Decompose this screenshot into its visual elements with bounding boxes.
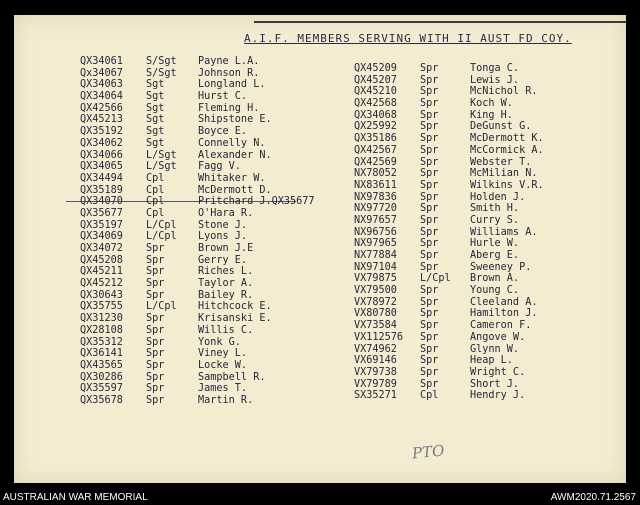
service-number: QX25992 bbox=[354, 121, 397, 133]
service-number: VX74962 bbox=[354, 343, 397, 355]
member-name: McMilian N. bbox=[470, 168, 538, 180]
roster-row bbox=[354, 227, 544, 239]
roster-row bbox=[80, 138, 315, 150]
service-number: QX28108 bbox=[80, 324, 123, 336]
roster-row bbox=[80, 278, 315, 290]
service-number: VX79500 bbox=[354, 285, 397, 297]
rank: S/Sgt bbox=[146, 67, 177, 79]
rank: L/Cpl bbox=[146, 231, 177, 243]
member-name: Hendry J. bbox=[470, 390, 526, 402]
service-number: NX78052 bbox=[354, 168, 397, 180]
roster-row bbox=[354, 390, 544, 402]
member-name: Fagg V. bbox=[198, 161, 241, 173]
roster-row bbox=[80, 91, 315, 103]
service-number: QX36141 bbox=[80, 348, 123, 360]
service-number: QX35597 bbox=[80, 383, 123, 395]
member-name: James T. bbox=[198, 383, 248, 395]
roster-row bbox=[354, 192, 544, 204]
rank: Spr bbox=[420, 214, 439, 226]
service-number: QX31230 bbox=[80, 313, 123, 325]
rank: Spr bbox=[420, 74, 439, 86]
member-name: Connelly N. bbox=[198, 137, 266, 149]
service-number: NX77884 bbox=[354, 250, 397, 261]
service-number: NX97836 bbox=[354, 191, 397, 203]
member-name: Angove W. bbox=[470, 331, 526, 343]
roster-row bbox=[80, 196, 315, 208]
rank: Spr bbox=[420, 98, 439, 110]
roster-row bbox=[354, 238, 544, 250]
member-name: King H. bbox=[470, 109, 513, 121]
roster-row bbox=[354, 332, 544, 344]
service-number: NX97965 bbox=[354, 238, 397, 250]
rank: Sgt bbox=[146, 102, 165, 114]
roster-row bbox=[354, 133, 544, 145]
roster-row bbox=[80, 68, 315, 80]
member-name: Sweeney P. bbox=[470, 261, 532, 273]
rank: Spr bbox=[146, 324, 165, 336]
rank: Spr bbox=[146, 278, 165, 290]
service-number: QX42567 bbox=[354, 144, 397, 156]
roster-row bbox=[354, 75, 544, 87]
roster-row bbox=[354, 180, 544, 192]
roster-row bbox=[80, 266, 315, 278]
member-name: McCormick A. bbox=[470, 144, 544, 156]
service-number: QX43565 bbox=[80, 359, 123, 371]
rank: Spr bbox=[420, 144, 439, 156]
roster-row bbox=[354, 86, 544, 98]
member-name: Glynn W. bbox=[470, 343, 520, 355]
left-roster-column bbox=[80, 56, 315, 407]
rank: Spr bbox=[420, 121, 439, 133]
member-name: Johnson R. bbox=[198, 67, 260, 79]
roster-row bbox=[80, 103, 315, 115]
service-number: Qx34067 bbox=[80, 67, 123, 79]
rank: Spr bbox=[420, 378, 439, 390]
roster-row bbox=[80, 325, 315, 337]
member-name: Cameron F. bbox=[470, 320, 532, 332]
rank: Spr bbox=[420, 156, 439, 168]
roster-row bbox=[354, 203, 544, 215]
member-name: Whitaker W. bbox=[198, 172, 266, 184]
roster-row bbox=[80, 220, 315, 232]
service-number: NX97657 bbox=[354, 214, 397, 226]
member-name: Hamilton J. bbox=[470, 308, 538, 320]
rank: Spr bbox=[420, 320, 439, 332]
rank: Spr bbox=[146, 359, 165, 371]
rank: Sgt bbox=[146, 137, 165, 149]
document-page bbox=[14, 15, 626, 483]
roster-row bbox=[354, 297, 544, 309]
service-number: QX45207 bbox=[354, 74, 397, 86]
rank: Spr bbox=[420, 203, 439, 215]
service-number: VX79738 bbox=[354, 366, 397, 378]
service-number: QX45212 bbox=[80, 278, 123, 290]
service-number: SX35271 bbox=[354, 390, 397, 402]
service-number: NX96756 bbox=[354, 226, 397, 238]
member-name: McDermott D. bbox=[198, 184, 272, 196]
roster-row bbox=[354, 262, 544, 274]
roster-row bbox=[80, 114, 315, 126]
rank: Spr bbox=[420, 355, 439, 367]
member-name: Stone J. bbox=[198, 219, 248, 231]
service-number: QX35312 bbox=[80, 336, 123, 348]
rank: Spr bbox=[146, 313, 165, 325]
rank: Spr bbox=[146, 336, 165, 348]
rank: Spr bbox=[420, 250, 439, 261]
service-number: QX45209 bbox=[354, 63, 397, 74]
roster-row bbox=[80, 348, 315, 360]
right-roster-column bbox=[354, 63, 544, 402]
rank: Sgt bbox=[146, 91, 165, 103]
rank: Spr bbox=[146, 371, 165, 383]
roster-row bbox=[354, 273, 544, 285]
footer-bar bbox=[0, 491, 640, 505]
service-number: QX34062 bbox=[80, 137, 123, 149]
rank: Sgt bbox=[146, 79, 165, 91]
rank: Spr bbox=[420, 331, 439, 343]
member-name: McDermott K. bbox=[470, 133, 544, 145]
service-number: QX30286 bbox=[80, 371, 123, 383]
service-number: VX79875 bbox=[354, 273, 397, 285]
roster-row bbox=[80, 126, 315, 138]
rank: Spr bbox=[146, 243, 165, 254]
member-name: Riches L. bbox=[198, 266, 254, 278]
rank: Spr bbox=[420, 179, 439, 191]
roster-row bbox=[80, 290, 315, 302]
service-number: QX34068 bbox=[354, 109, 397, 121]
roster-row bbox=[354, 355, 544, 367]
service-number: QX42569 bbox=[354, 156, 397, 168]
service-number: QX34072 bbox=[80, 243, 123, 254]
member-name: DeGunst G. bbox=[470, 121, 532, 133]
service-number: QX35189 bbox=[80, 184, 123, 196]
roster-row bbox=[80, 56, 315, 68]
service-number: QX34064 bbox=[80, 91, 123, 103]
rank: Spr bbox=[420, 133, 439, 145]
rank: Spr bbox=[420, 86, 439, 98]
top-rule bbox=[254, 21, 626, 23]
rank: Spr bbox=[146, 383, 165, 395]
member-name: Koch W. bbox=[470, 98, 513, 110]
rank: Cpl bbox=[146, 172, 165, 184]
rank: Spr bbox=[420, 191, 439, 203]
member-name: Bailey R. bbox=[198, 289, 254, 301]
rank: Sgt bbox=[146, 126, 165, 138]
roster-row bbox=[354, 250, 544, 262]
rank: Cpl bbox=[146, 184, 165, 196]
service-number: QX35186 bbox=[354, 133, 397, 145]
member-name: Alexander N. bbox=[198, 149, 272, 161]
member-name: Pritchard J.QX35677 bbox=[198, 196, 315, 208]
rank: Spr bbox=[420, 343, 439, 355]
service-number: QX34066 bbox=[80, 149, 123, 161]
rank: Spr bbox=[420, 296, 439, 308]
roster-row bbox=[354, 145, 544, 157]
roster-row bbox=[354, 63, 544, 75]
rank: S/Sgt bbox=[146, 56, 177, 67]
roster-row bbox=[80, 372, 315, 384]
rank: Spr bbox=[420, 285, 439, 297]
roster-row bbox=[80, 301, 315, 313]
member-name: Boyce E. bbox=[198, 126, 248, 138]
rank: Sgt bbox=[146, 114, 165, 126]
member-name: Wright C. bbox=[470, 366, 526, 378]
rank: Spr bbox=[420, 238, 439, 250]
service-number: QX35677 bbox=[80, 207, 123, 219]
service-number: QX34494 bbox=[80, 172, 123, 184]
roster-row bbox=[354, 308, 544, 320]
rank: Spr bbox=[146, 394, 165, 406]
rank: Spr bbox=[146, 348, 165, 360]
member-name: Longland L. bbox=[198, 79, 266, 91]
service-number: VX78972 bbox=[354, 296, 397, 308]
roster-row bbox=[80, 173, 315, 185]
roster-row bbox=[354, 320, 544, 332]
roster-row bbox=[354, 379, 544, 391]
roster-row bbox=[80, 337, 315, 349]
rank: Spr bbox=[420, 168, 439, 180]
service-number: QX42568 bbox=[354, 98, 397, 110]
member-name: Hurst C. bbox=[198, 91, 248, 103]
member-name: Lyons J. bbox=[198, 231, 248, 243]
roster-row bbox=[80, 150, 315, 162]
service-number: QX45210 bbox=[354, 86, 397, 98]
member-name: Hurle W. bbox=[470, 238, 520, 250]
roster-row bbox=[80, 383, 315, 395]
member-name: McNichol R. bbox=[470, 86, 538, 98]
member-name: Viney L. bbox=[198, 348, 248, 360]
rank: Spr bbox=[420, 308, 439, 320]
roster-row bbox=[80, 360, 315, 372]
rank: Spr bbox=[420, 63, 439, 74]
roster-row bbox=[354, 98, 544, 110]
service-number: QX42566 bbox=[80, 102, 123, 114]
roster-row bbox=[80, 185, 315, 197]
member-name: Heap L. bbox=[470, 355, 513, 367]
service-number: VX79789 bbox=[354, 378, 397, 390]
footer-source: AUSTRALIAN WAR MEMORIAL bbox=[3, 492, 148, 503]
rank: Spr bbox=[146, 289, 165, 301]
member-name: Curry S. bbox=[470, 214, 520, 226]
service-number: VX80780 bbox=[354, 308, 397, 320]
rank: L/Sgt bbox=[146, 149, 177, 161]
member-name: Smith H. bbox=[470, 203, 520, 215]
rank: Spr bbox=[420, 226, 439, 238]
service-number: QX45208 bbox=[80, 254, 123, 266]
rank: Spr bbox=[420, 109, 439, 121]
member-name: Wilkins V.R. bbox=[470, 179, 544, 191]
member-name: Brown J.E bbox=[198, 243, 254, 254]
service-number: QX45213 bbox=[80, 114, 123, 126]
service-number: VX69146 bbox=[354, 355, 397, 367]
member-name: Taylor A. bbox=[198, 278, 254, 290]
member-name: Gerry E. bbox=[198, 254, 248, 266]
member-name: Williams A. bbox=[470, 226, 538, 238]
roster-row bbox=[80, 313, 315, 325]
rank: L/Cpl bbox=[146, 219, 177, 231]
roster-row bbox=[354, 367, 544, 379]
service-number: QX35192 bbox=[80, 126, 123, 138]
rank: L/Cpl bbox=[146, 301, 177, 313]
member-name: Yonk G. bbox=[198, 336, 241, 348]
member-name: Tonga C. bbox=[470, 63, 520, 74]
service-number: QX34063 bbox=[80, 79, 123, 91]
member-name: Webster T. bbox=[470, 156, 532, 168]
rank: Cpl bbox=[420, 390, 439, 402]
rank: Spr bbox=[146, 266, 165, 278]
rank: Spr bbox=[420, 261, 439, 273]
roster-row bbox=[80, 255, 315, 267]
member-name: Lewis J. bbox=[470, 74, 520, 86]
member-name: Aberg E. bbox=[470, 250, 520, 261]
roster-row bbox=[354, 285, 544, 297]
service-number: QX34061 bbox=[80, 56, 123, 67]
member-name: Hitchcock E. bbox=[198, 301, 272, 313]
service-number: NX83611 bbox=[354, 179, 397, 191]
member-name: Willis C. bbox=[198, 324, 254, 336]
rank: Cpl bbox=[146, 207, 165, 219]
service-number: QX35755 bbox=[80, 301, 123, 313]
service-number: QX35197 bbox=[80, 219, 123, 231]
member-name: Martin R. bbox=[198, 394, 254, 406]
roster-row bbox=[354, 157, 544, 169]
rank: Cpl bbox=[146, 196, 165, 208]
member-name: Shipstone E. bbox=[198, 114, 272, 126]
roster-row bbox=[354, 215, 544, 227]
roster-row bbox=[80, 231, 315, 243]
member-name: Fleming H. bbox=[198, 102, 260, 114]
service-number: QX45211 bbox=[80, 266, 123, 278]
document-title: A.I.F. MEMBERS SERVING WITH II AUST FD COY. bbox=[244, 32, 572, 45]
rank: L/Cpl bbox=[420, 273, 451, 285]
service-number: NX97720 bbox=[354, 203, 397, 215]
service-number: QX35678 bbox=[80, 394, 123, 406]
roster-row bbox=[354, 110, 544, 122]
service-number: QX34070 bbox=[80, 196, 123, 208]
roster-row bbox=[80, 161, 315, 173]
member-name: Brown A. bbox=[470, 273, 520, 285]
member-name: Cleeland A. bbox=[470, 296, 538, 308]
roster-row bbox=[80, 243, 315, 255]
roster-row bbox=[354, 344, 544, 356]
footer-accession-number: AWM2020.71.2567 bbox=[550, 492, 636, 503]
service-number: NX97104 bbox=[354, 261, 397, 273]
rank: Spr bbox=[420, 366, 439, 378]
service-number: VX112576 bbox=[354, 331, 404, 343]
member-name: Young C. bbox=[470, 285, 520, 297]
roster-row bbox=[80, 79, 315, 91]
member-name: Sampbell R. bbox=[198, 371, 266, 383]
member-name: Short J. bbox=[470, 378, 520, 390]
roster-row bbox=[354, 121, 544, 133]
member-name: Locke W. bbox=[198, 359, 248, 371]
rank: L/Sgt bbox=[146, 161, 177, 173]
handwritten-annotation: PTO bbox=[411, 441, 446, 463]
service-number: QX30643 bbox=[80, 289, 123, 301]
member-name: Krisanski E. bbox=[198, 313, 272, 325]
service-number: QX34065 bbox=[80, 161, 123, 173]
service-number: QX34069 bbox=[80, 231, 123, 243]
roster-row bbox=[354, 168, 544, 180]
member-name: Payne L.A. bbox=[198, 56, 260, 67]
member-name: Holden J. bbox=[470, 191, 526, 203]
service-number: VX73584 bbox=[354, 320, 397, 332]
roster-row bbox=[80, 208, 315, 220]
roster-row bbox=[80, 395, 315, 407]
rank: Spr bbox=[146, 254, 165, 266]
member-name: O'Hara R. bbox=[198, 207, 254, 219]
